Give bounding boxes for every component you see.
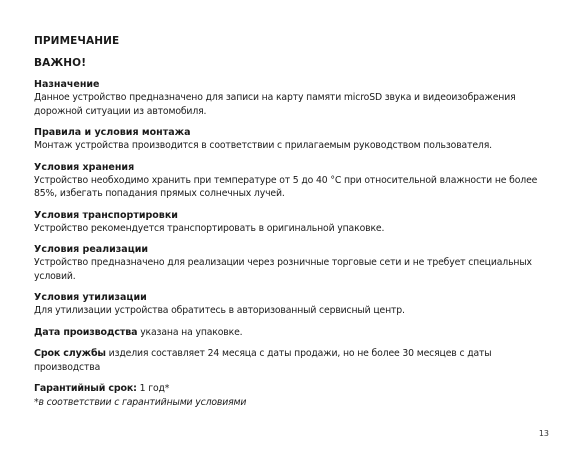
section-purpose (34, 78, 539, 118)
page-number: 13 (538, 429, 549, 438)
service-life-label: Срок службы (34, 348, 106, 359)
production-date-line (34, 326, 539, 340)
section-production-date (34, 326, 539, 340)
section-heading: Условия транспортировки (34, 209, 178, 221)
section-text: Устройство необходимо хранить при температуре от 5 до 40 °С при относительной влажности не более 85%, избегать попадания прямых солнечных лучей. (34, 174, 538, 199)
warranty-note: *в соответствии с гарантийными условиями (34, 396, 247, 408)
warranty-text: 1 год* (136, 383, 170, 394)
section-heading: Условия хранения (34, 161, 135, 173)
section-text: Для утилизации устройства обратитесь в авторизованный сервисный центр. (34, 305, 405, 316)
section-warranty (34, 382, 539, 409)
section-storage (34, 161, 539, 201)
section-heading: Условия реализации (34, 244, 149, 255)
section-heading: Правила и условия монтажа (34, 127, 191, 138)
section-heading: Условия утилизации (34, 292, 147, 303)
section-service-life (34, 347, 539, 374)
section-text: Монтаж устройства производится в соответствии с прилагаемым руководством пользователя. (34, 140, 492, 151)
section-installation (34, 126, 539, 153)
warranty-line (34, 382, 539, 396)
document-page (34, 34, 539, 417)
service-life-line (34, 347, 539, 374)
section-transport (34, 209, 539, 236)
production-date-text: указана на упаковке. (137, 326, 243, 338)
section-text: Устройство предназначено для реализации через розничные торговые сети и не требует специальных условий. (34, 257, 532, 282)
section-text: Данное устройство предназначено для записи на карту памяти microSD звука и видеоизображения дорожной ситуации из автомобиля. (34, 92, 516, 117)
section-heading: Назначение (34, 79, 100, 90)
production-date-label: Дата производства (34, 326, 138, 338)
page-title: ПРИМЕЧАНИЕ (34, 35, 120, 47)
service-life-text: изделия составляет 24 месяца с даты продажи, но не более 30 месяцев с даты производства (34, 348, 492, 373)
important-heading: ВАЖНО! (34, 57, 87, 69)
section-disposal (34, 291, 539, 318)
section-sales (34, 243, 539, 283)
section-text: Устройство рекомендуется транспортировать в оригинальной упаковке. (34, 222, 385, 234)
warranty-label: Гарантийный срок: (34, 383, 137, 394)
